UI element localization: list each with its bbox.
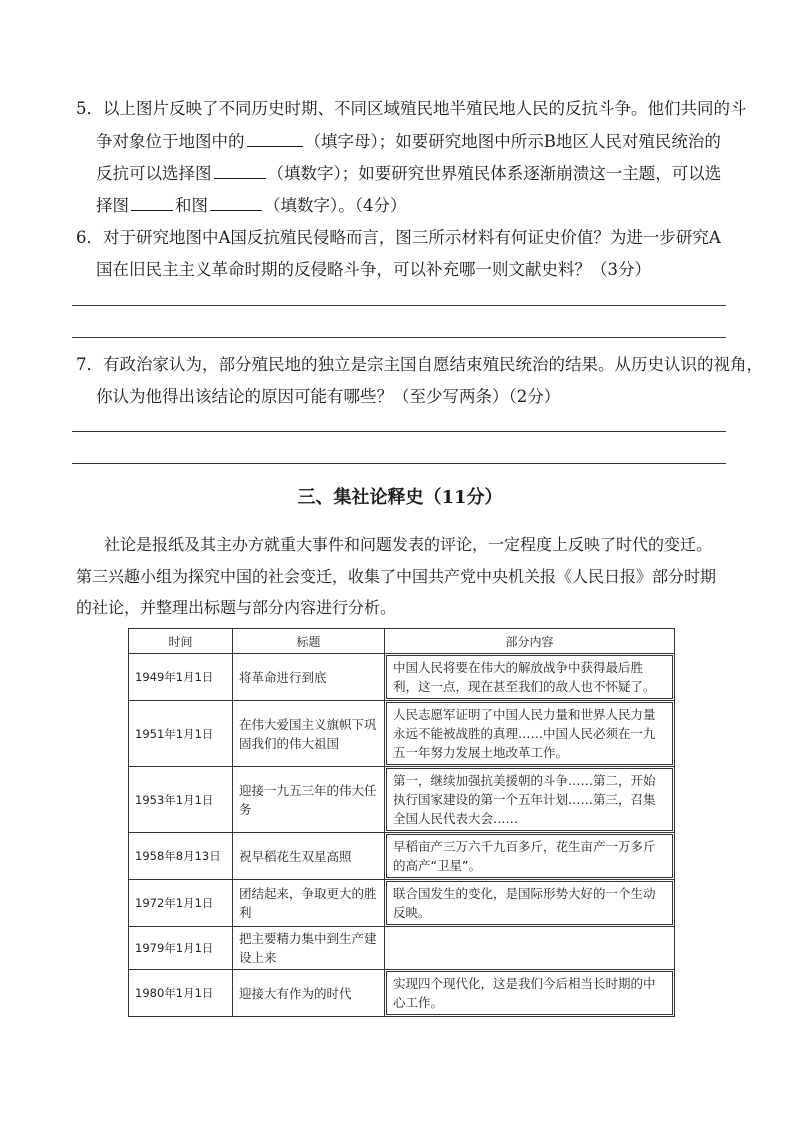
q6-line-1: 6．对于研究地图中A国反抗殖民侵略而言，图三所示材料有何证史价值？为进一步研究A xyxy=(76,228,721,247)
table-row xyxy=(129,767,675,833)
q5-blank-number-3[interactable] xyxy=(210,194,262,211)
header-content: 部分内容 xyxy=(385,629,675,654)
q7-answer-line[interactable] xyxy=(72,431,726,432)
row-date: 1979年1月1日 xyxy=(129,927,233,970)
content-box: 实现四个现代化，这是我们今后相当长时期的中心工作。 xyxy=(386,971,673,1015)
q5-line-1: 5．以上图片反映了不同历史时期、不同区域殖民地半殖民地人民的反抗斗争。他们共同的斗 xyxy=(76,99,747,118)
q5-text: 择图 xyxy=(96,196,129,215)
row-date: 1949年1月1日 xyxy=(129,654,233,701)
row-title: 迎接一九五三年的伟大任务 xyxy=(233,767,385,833)
row-date: 1980年1月1日 xyxy=(129,970,233,1017)
section-intro-line-2: 第三兴趣小组为探究中国的社会变迁，收集了中国共产党中央机关报《人民日报》部分时期 xyxy=(76,567,717,586)
row-content xyxy=(385,927,675,970)
table-row xyxy=(129,654,675,701)
q7-line-2: 你认为他得出该结论的原因可能有哪些？（至少写两条）（2分） xyxy=(96,387,561,406)
q5-blank-number-2[interactable] xyxy=(131,194,173,211)
content-box: 第一，继续加强抗美援朝的斗争……第二，开始执行国家建设的第一个五年计划……第三，召集全国人民代表大会…… xyxy=(386,768,673,831)
table-row xyxy=(129,880,675,927)
q5-line-2 xyxy=(96,130,721,153)
q5-text: 和图 xyxy=(175,196,208,215)
content-box: 人民志愿军证明了中国人民力量和世界人民力量永远不能被战胜的真理……中国人民必须在一九五一年努力发展土地改革工作。 xyxy=(386,702,673,765)
row-title: 把主要精力集中到生产建设上来 xyxy=(233,927,385,970)
section-title: 三、集社论释史（11分） xyxy=(297,487,503,508)
header-date: 时间 xyxy=(129,629,233,654)
q5-text: （填数字）；如要研究世界殖民体系逐渐崩溃这一主题，可以选 xyxy=(267,164,722,183)
q7-answer-line[interactable] xyxy=(72,463,726,464)
header-title: 标题 xyxy=(233,629,385,654)
row-title: 迎接大有作为的时代 xyxy=(233,970,385,1017)
table-row xyxy=(129,833,675,880)
q5-blank-letter[interactable] xyxy=(247,130,303,147)
row-content xyxy=(385,701,675,767)
table-row xyxy=(129,970,675,1017)
content-box: 早稻亩产三万六千九百多斤，花生亩产一万多斤的高产“卫星”。 xyxy=(386,834,673,878)
content-box: 联合国发生的变化，是国际形势大好的一个生动反映。 xyxy=(386,881,673,925)
content-box: 中国人民将要在伟大的解放战争中获得最后胜利，这一点，现在甚至我们的敌人也不怀疑了。 xyxy=(386,655,673,699)
row-date: 1972年1月1日 xyxy=(129,880,233,927)
q6-answer-line[interactable] xyxy=(72,337,726,338)
q5-blank-number-1[interactable] xyxy=(214,162,266,179)
q5-text: （填字母）；如要研究地图中所示B地区人民对殖民统治的 xyxy=(304,132,721,151)
row-content xyxy=(385,880,675,927)
row-title: 祝早稻花生双星高照 xyxy=(233,833,385,880)
section-intro-line-3: 的社论，并整理出标题与部分内容进行分析。 xyxy=(76,598,397,617)
q5-text: 反抗可以选择图 xyxy=(96,164,212,183)
row-date: 1958年8月13日 xyxy=(129,833,233,880)
row-content xyxy=(385,970,675,1017)
q7-line-1: 7．有政治家认为，部分殖民地的独立是宗主国自愿结束殖民统治的结果。从历史认识的视角， xyxy=(76,355,763,374)
row-content xyxy=(385,767,675,833)
section-intro-line-1: 社论是报纸及其主办方就重大事件和问题发表的评论，一定程度上反映了时代的变迁。 xyxy=(104,535,713,554)
q5-text: （填数字）。（4分） xyxy=(264,196,407,215)
q6-answer-line[interactable] xyxy=(72,305,726,306)
row-title: 将革命进行到底 xyxy=(233,654,385,701)
row-title: 在伟大爱国主义旗帜下巩固我们的伟大祖国 xyxy=(233,701,385,767)
q5-line-3 xyxy=(96,162,721,185)
q6-line-2: 国在旧民主主义革命时期的反侵略斗争，可以补充哪一则文献史料？（3分） xyxy=(96,260,651,279)
q5-text: 争对象位于地图中的 xyxy=(96,132,245,151)
table-row xyxy=(129,927,675,970)
row-content xyxy=(385,654,675,701)
table-header-row xyxy=(129,629,675,654)
row-content xyxy=(385,833,675,880)
q5-line-4 xyxy=(96,194,407,217)
row-title: 团结起来，争取更大的胜利 xyxy=(233,880,385,927)
row-date: 1953年1月1日 xyxy=(129,767,233,833)
row-date: 1951年1月1日 xyxy=(129,701,233,767)
editorials-table xyxy=(128,628,675,1017)
table-row xyxy=(129,701,675,767)
